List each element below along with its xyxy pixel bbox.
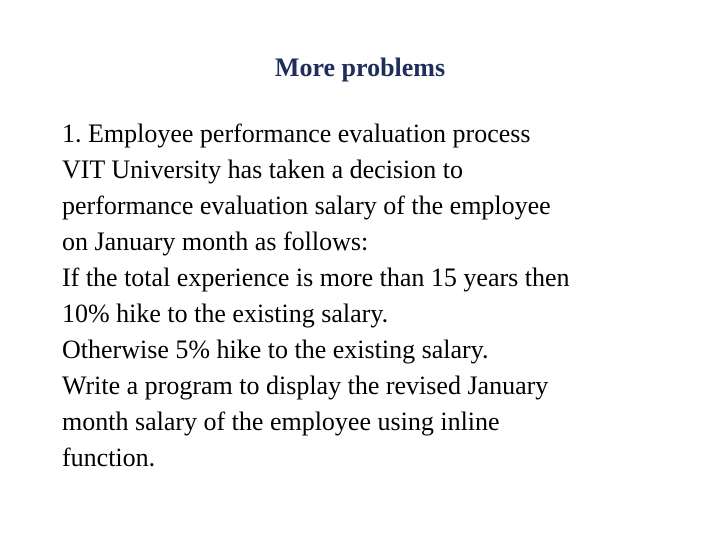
text-line: function. [62,443,156,472]
condition-if [62,260,712,332]
problem-heading [62,116,712,152]
task-statement [62,368,712,476]
text-line: performance evaluation salary of the employee [62,191,551,220]
condition-otherwise [62,332,712,368]
text-line: 10% hike to the existing salary. [62,299,389,328]
text-line: month salary of the employee using inline [62,407,500,436]
text-line: on January month as follows: [62,227,369,256]
text-line: Otherwise 5% hike to the existing salary. [62,335,489,364]
problem-statement [62,152,712,260]
text-line: 1. Employee performance evaluation process [62,119,531,148]
text-line: VIT University has taken a decision to [62,155,463,184]
slide-body [62,116,712,476]
text-line: Write a program to display the revised January [62,371,549,400]
slide-title: More problems [274,53,446,82]
text-line: If the total experience is more than 15 years then [62,263,570,292]
